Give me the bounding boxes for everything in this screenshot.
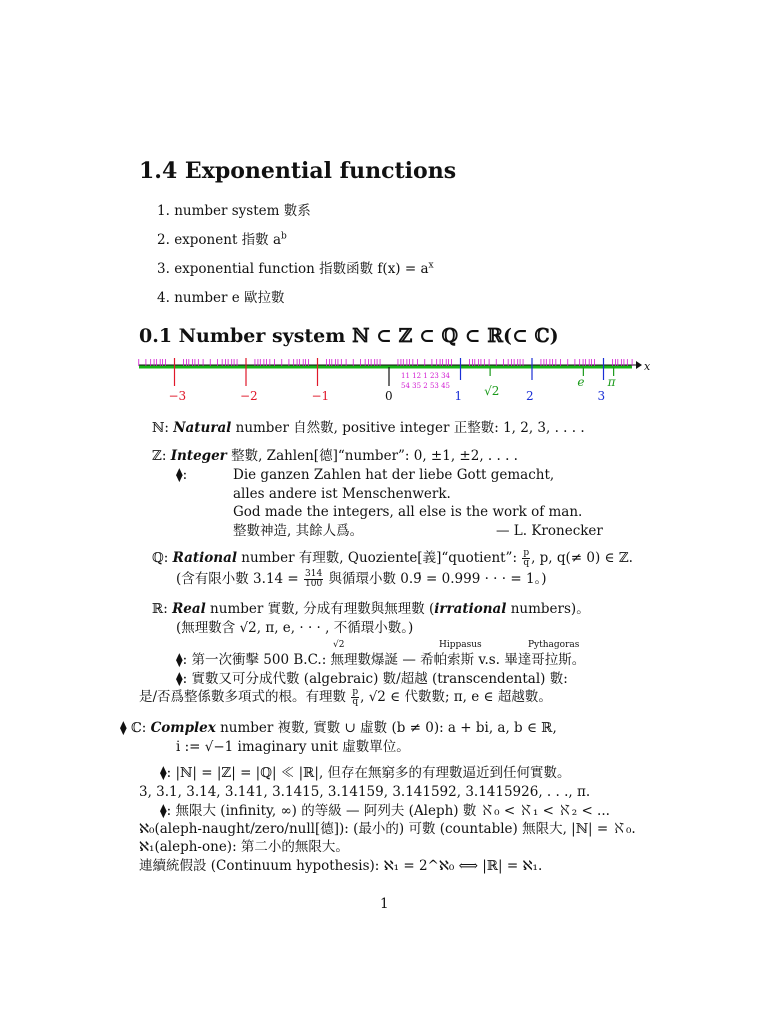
- tick-label: −1: [311, 389, 330, 403]
- list-item: 4. number e 歐拉數: [157, 290, 285, 306]
- small-label: √2: [333, 640, 345, 650]
- list-item: 2. exponent 指數 $a^b$: [157, 231, 287, 248]
- aleph-naught-line: ℵ₀(aleph-naught/zero/null[德]): (最小的) 可數 (countable) 無限大, |ℕ| = ℵ₀.: [139, 821, 636, 837]
- real-line-5: 是/否爲整係數多項式的根。有理數 $\frac{p}{q}$ , √2 ∈ 代數數; π, e ∈ 超越數。: [139, 687, 552, 707]
- complex-line: ⧫ ℂ: Complex number 複數, 實數 ∪ 虛數 (b ≠ 0): a + bi, a, b ∈ ℝ,: [120, 720, 557, 736]
- fraction-labels-top: 11 12 1 23 34: [401, 372, 450, 380]
- integer-line: ℤ: Integer 整數, Zahlen[德]“number”: 0, ±1, ±2, . . . .: [152, 448, 518, 464]
- section-title: 1.4 Exponential functions: [139, 158, 457, 184]
- tick-label: 2: [526, 389, 534, 403]
- continuum-line: 連續統假設 (Continuum hypothesis): ℵ₁ = 2^ℵ₀ ⟺ |ℝ| = ℵ₁.: [139, 858, 543, 874]
- rational-line: ℚ: Rational number 有理數, Quoziente[義]“quotient”: $\frac{p}{q}$ , p, q(≠ 0) ∈ ℤ.: [152, 548, 633, 568]
- tick-label: 3: [597, 389, 606, 403]
- tick-label: 1: [454, 389, 463, 403]
- pi-approx-line: 3, 3.1, 3.14, 3.141, 3.1415, 3.14159, 3.141592, 3.1415926, . . ., π.: [139, 784, 591, 800]
- real-line-4: ⧫: 實數又可分成代數 (algebraic) 數/超越 (transcendental) 數:: [176, 671, 568, 687]
- aleph-line: ⧫: 無限大 (infinity, ∞) 的等級 — 阿列夫 (Aleph) 數 ℵ₀ < ℵ₁ < ℵ₂ < ...: [160, 803, 610, 819]
- rational-line-2: (含有限小數 3.14 = $\frac{314}{100}$ 與循環小數 0.9̄ = 0.999 · · · = 1。): [176, 569, 547, 589]
- tick-label: −2: [240, 389, 258, 403]
- quote-line: alles andere ist Menschenwerk.: [233, 486, 451, 502]
- real-line-3: ⧫: 第一次衝擊 500 B.C.: 無理數爆誕 — 希帕索斯 v.s. 畢達哥拉斯。: [176, 652, 586, 668]
- number-line: [0, 350, 768, 410]
- list-item: 3. exponential function 指數函數 $f(x) = a^x$: [157, 260, 434, 277]
- quote-line: Die ganzen Zahlen hat der liebe Gott gemacht,: [233, 467, 555, 483]
- fraction: $\frac{p}{q}$: [523, 548, 530, 568]
- tick-label: 0: [385, 389, 393, 403]
- aleph-one-line: ℵ₁(aleph-one): 第二小的無限大。: [139, 839, 349, 855]
- natural-line: ℕ: Natural number 自然數, positive integer 正整數: 1, 2, 3, . . . .: [152, 420, 585, 436]
- tick-label: −3: [168, 389, 187, 403]
- complex-line-2: i := √−1 imaginary unit 虛數單位。: [176, 739, 410, 755]
- fraction: $\frac{314}{100}$: [305, 569, 323, 589]
- tick-label: e: [577, 375, 585, 389]
- real-line-2: (無理數含 √2, π, e, · · · , 不循環小數。): [176, 620, 414, 636]
- fraction-labels-bottom: 54 35 2 53 45: [401, 382, 450, 390]
- diamond-bullet: ⧫:: [176, 467, 188, 483]
- list-item: 1. number system 數系: [157, 203, 311, 219]
- subsection-title: 0.1 Number system ℕ ⊂ ℤ ⊂ ℚ ⊂ ℝ(⊂ ℂ): [139, 325, 559, 347]
- tick-label: √2: [484, 384, 500, 398]
- fraction: $\frac{p}{q}$: [352, 687, 359, 707]
- quote-author: — L. Kronecker: [496, 523, 603, 539]
- quote-line: God made the integers, all else is the work of man.: [233, 504, 583, 520]
- real-line: ℝ: Real number 實數, 分成有理數與無理數 (irrational numbers)。: [152, 601, 590, 617]
- quote-line: 整數神造, 其餘人爲。: [233, 523, 364, 539]
- tick-label: π: [607, 375, 616, 389]
- cardinality-line: ⧫: |ℕ| = |ℤ| = |ℚ| ≪ |ℝ|, 但存在無窮多的有理數逼近到任何實數。: [160, 765, 571, 781]
- axis-arrow-icon: [636, 361, 642, 369]
- page-number: 1: [380, 896, 389, 912]
- axis-label: x: [644, 360, 651, 373]
- small-label: Pythagoras: [528, 640, 580, 650]
- small-label: Hippasus: [439, 640, 482, 650]
